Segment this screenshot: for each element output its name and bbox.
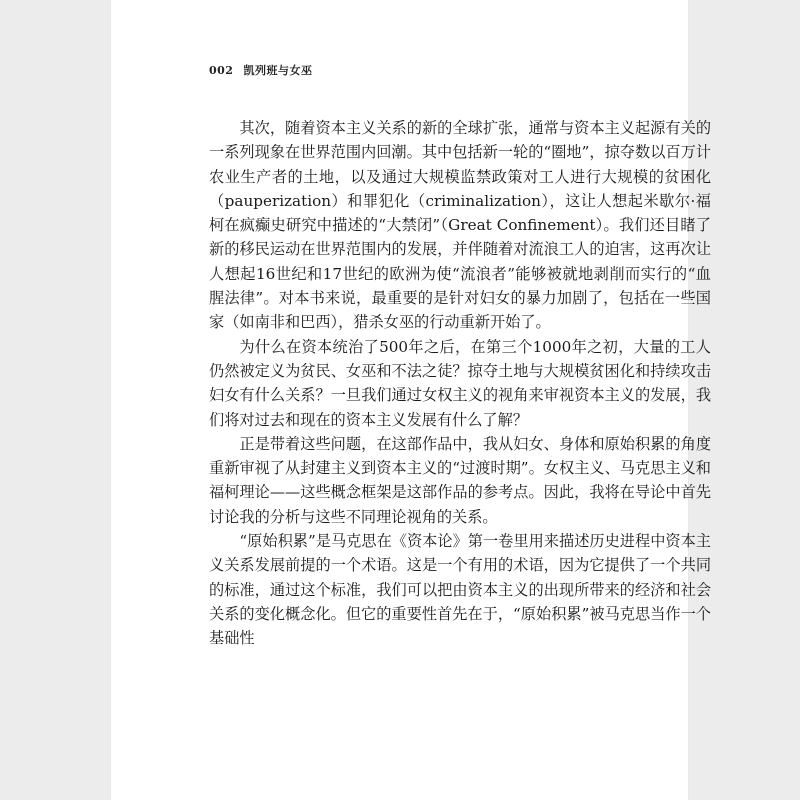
book-page xyxy=(111,0,711,800)
paragraph: 正是带着这些问题，在这部作品中，我从妇女、身体和原始积累的角度重新审视了从封建主义到资本主义的“过渡时期”。女权主义、马克思主义和福柯理论——这些概念框架是这部作品的参考点。因此，我将在导论中首先讨论我的分析与这些不同理论视角的关系。 xyxy=(209,434,711,526)
paragraph: “原始积累”是马克思在《资本论》第一卷里用来描述历史进程中资本主义关系发展前提的一个术语。这是一个有用的术语，因为它提供了一个共同的标准，通过这个标准，我们可以把由资本主义的出现所带来的经济和社会关系的变化概念化。但它的重要性首先在于，“原始积累”被马克思当作一个基础性 xyxy=(209,532,711,648)
running-title: 凯列班与女巫 xyxy=(243,64,313,77)
page-header xyxy=(209,62,312,78)
paragraph: 其次，随着资本主义关系的新的全球扩张，通常与资本主义起源有关的一系列现象在世界范围内回潮。其中包括新一轮的“圈地”，掠夺数以百万计农业生产者的土地，以及通过大规模监禁政策对工人进行大规模的贫困化（pauperization）和罪犯化（criminalization），这让人想起米歇尔·福柯在疯癫史研究中描述的“大禁闭”（Great Confinement）。我们还目睹了新的移民运动在世界范围内的发展，并伴随着对流浪工人的迫害，这再次让人想起16世纪和17世纪的欧洲为使“流浪者”能够被就地剥削而实行的“血腥法律”。对本书来说，最重要的是针对妇女的暴力加剧了，包括在一些国家（如南非和巴西），猎杀女巫的行动重新开始了。 xyxy=(209,119,711,332)
body-text xyxy=(209,116,711,651)
paragraph: 为什么在资本统治了500年之后，在第三个1000年之初，大量的工人仍然被定义为贫民、女巫和不法之徒？掠夺土地与大规模贫困化和持续攻击妇女有什么关系？一旦我们通过女权主义的视角来审视资本主义的发展，我们将对过去和现在的资本主义发展有什么了解？ xyxy=(209,337,711,429)
page-number: 002 xyxy=(209,64,234,77)
